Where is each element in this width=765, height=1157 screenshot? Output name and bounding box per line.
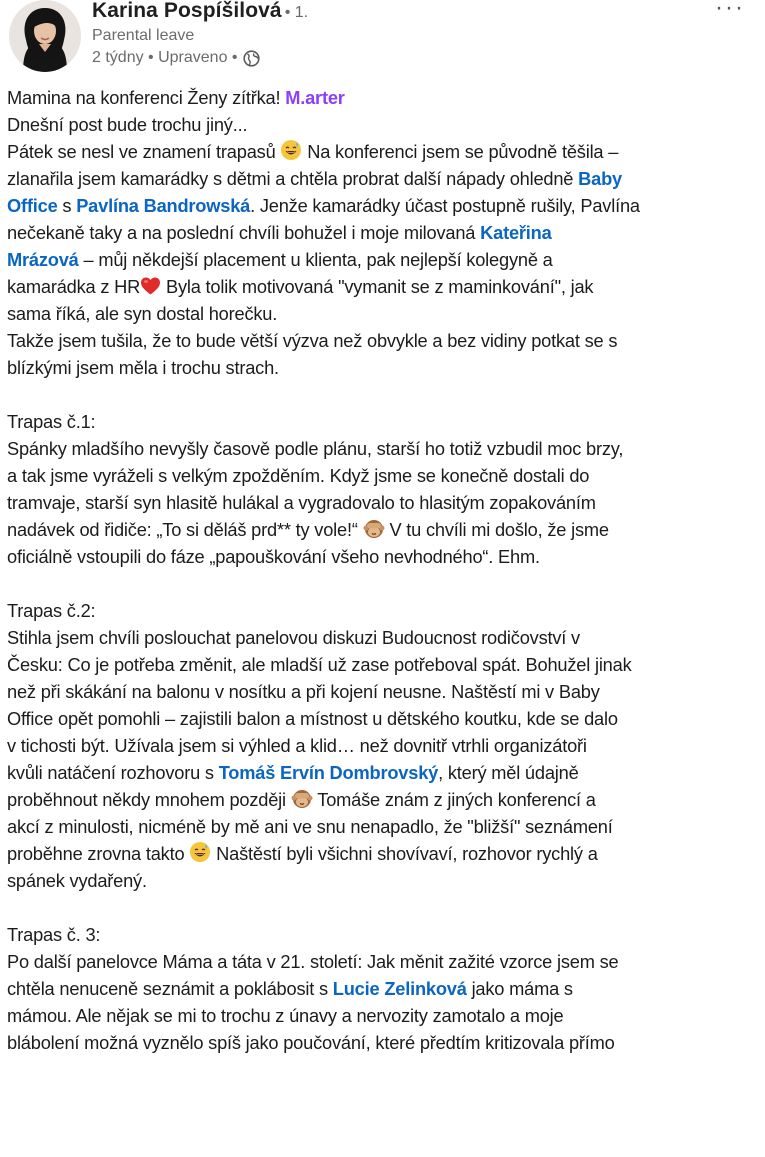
post-line — [7, 516, 759, 543]
post-line — [7, 1002, 759, 1029]
edited-label: • Upraveno • — [148, 49, 238, 66]
post-line — [7, 759, 759, 786]
post-line — [7, 705, 759, 732]
paragraph-gap — [7, 570, 759, 597]
text: V tu chvíli mi došlo, že jsme — [384, 519, 609, 540]
text: blábolení možná vyznělo spíš jako poučování, které předtím kritizovala přímo — [7, 1032, 615, 1053]
author-name-row — [92, 0, 308, 23]
post-time: 2 týdny — [92, 49, 144, 66]
mention-person[interactable]: Tomáš Ervín Dombrovský — [218, 762, 439, 783]
text: než při skákání na balonu v nosítku a při kojení neusne. Naštěstí mi v Baby — [7, 681, 600, 702]
post-line — [7, 192, 759, 219]
post-body — [7, 84, 759, 1056]
truncation-fade — [0, 1133, 765, 1157]
text: Tomáše znám z jiných konferencí a — [312, 789, 596, 810]
text: akcí z minulosti, nicméně by mě ani ve snu nenapadlo, že "bližší" seznámení — [7, 816, 613, 837]
text: Česku: Co je potřeba změnit, ale mladší už zase potřeboval spát. Bohužel jinak — [7, 654, 632, 675]
text: jako máma s — [466, 978, 573, 999]
text: s — [57, 195, 77, 216]
mention-person[interactable]: Lucie Zelinková — [332, 978, 467, 999]
text: Po další panelovce Máma a táta v 21. století: Jak měnit zažité vzorce jsem se — [7, 951, 619, 972]
text: nadávek od řidiče: „To si děláš prd** ty vole!“ — [7, 519, 363, 540]
avatar[interactable] — [9, 0, 81, 72]
post-line — [7, 543, 759, 570]
more-options-button[interactable]: ··· — [715, 0, 745, 21]
sweat-smile-emoji — [189, 841, 211, 870]
text: tramvaje, starší syn hlasitě hulákal a vygradovalo to hlasitým zopakováním — [7, 492, 596, 513]
section-heading — [7, 408, 759, 435]
text: Trapas č.1: — [7, 411, 96, 432]
text: chtěla nenuceně seznámit a poklábosit s — [7, 978, 333, 999]
post-line — [7, 786, 759, 813]
post-line — [7, 489, 759, 516]
red-heart-emoji — [140, 276, 161, 303]
text: Naštěstí byli všichni shovívaví, rozhovor rychlý a — [211, 843, 598, 864]
post-line — [7, 219, 759, 246]
section-heading — [7, 597, 759, 624]
see-no-evil-monkey-emoji — [291, 787, 313, 816]
text: Na konferenci jsem se původně těšila – — [302, 141, 619, 162]
text: Dnešní post bude trochu jiný... — [7, 114, 248, 135]
post-line — [7, 732, 759, 759]
text: zlanařila jsem kamarádky s dětmi a chtěla probrat další nápady ohledně — [7, 168, 579, 189]
text: Mamina na konferenci Ženy zítřka! — [7, 87, 286, 108]
mention-person[interactable]: Mrázová — [7, 249, 79, 270]
text: , který měl údajně — [438, 762, 579, 783]
post-line — [7, 300, 759, 327]
author-name[interactable]: Karina Pospíšilová — [92, 0, 282, 22]
text: mámou. Ale nějak se mi to trochu z únavy a nervozity zamotalo a moje — [7, 1005, 564, 1026]
post-line — [7, 165, 759, 192]
text: spánek vydařený. — [7, 870, 147, 891]
sweat-smile-emoji — [280, 139, 302, 168]
text: a tak jsme vyráželi s velkým zpožděním. Když jsme se konečně dostali do — [7, 465, 590, 486]
mention-company[interactable]: M.arter — [285, 87, 345, 108]
mention-person[interactable]: Kateřina — [480, 222, 552, 243]
post-line — [7, 462, 759, 489]
mention-baby-office[interactable]: Office — [7, 195, 58, 216]
post-line — [7, 867, 759, 894]
globe-icon — [243, 50, 260, 67]
text: nečekaně taky a na poslední chvíli bohužel i moje milovaná — [7, 222, 481, 243]
post-line — [7, 948, 759, 975]
text: – můj někdejší placement u klienta, pak nejlepší kolegyně a — [78, 249, 553, 270]
post-header — [0, 0, 765, 78]
text: blízkými jsem měla i trochu strach. — [7, 357, 279, 378]
text: kvůli natáčení rozhovoru s — [7, 762, 219, 783]
text: Spánky mladšího nevyšly časově podle plánu, starší ho totiž vzbudil moc brzy, — [7, 438, 624, 459]
post-line — [7, 246, 759, 273]
text: Stihla jsem chvíli poslouchat panelovou diskuzi Budoucnost rodičovství v — [7, 627, 580, 648]
post-line — [7, 840, 759, 867]
post-line — [7, 975, 759, 1002]
mention-person[interactable]: Pavlína Bandrowská — [76, 195, 251, 216]
section-heading — [7, 921, 759, 948]
post-line — [7, 651, 759, 678]
text: sama říká, ale syn dostal horečku. — [7, 303, 278, 324]
post-line — [7, 678, 759, 705]
text: proběhnout někdy mnohem později — [7, 789, 291, 810]
see-no-evil-monkey-emoji — [363, 517, 385, 546]
text: proběhne zrovna takto — [7, 843, 190, 864]
post-line — [7, 354, 759, 381]
connection-degree: • 1. — [284, 4, 309, 21]
text: Takže jsem tušila, že to bude větší výzva než obvykle a bez vidiny potkat se s — [7, 330, 618, 351]
post-line — [7, 1029, 759, 1056]
post-line — [7, 138, 759, 165]
text: Byla tolik motivovaná "vymanit se z maminkování", jak — [161, 276, 594, 297]
post-line — [7, 273, 759, 300]
text: Trapas č.2: — [7, 600, 96, 621]
post-line — [7, 327, 759, 354]
post-line — [7, 813, 759, 840]
paragraph-gap — [7, 381, 759, 408]
post-line — [7, 435, 759, 462]
mention-baby-office[interactable]: Baby — [578, 168, 622, 189]
paragraph-gap — [7, 894, 759, 921]
text: v tichosti být. Užívala jsem si výhled a klid… než dovnitř vtrhli organizátoři — [7, 735, 587, 756]
text: Pátek se nesl ve znamení trapasů — [7, 141, 281, 162]
post-meta — [92, 49, 260, 67]
post-line — [7, 624, 759, 651]
post-line — [7, 111, 759, 138]
author-headline: Parental leave — [92, 27, 195, 44]
text: Trapas č. 3: — [7, 924, 101, 945]
text: Office opět pomohli – zajistili balon a místnost u dětského koutku, kde se dalo — [7, 708, 618, 729]
text: . Jenže kamarádky účast postupně rušily, Pavlína — [250, 195, 640, 216]
text: kamarádka z HR — [7, 276, 141, 297]
post-line — [7, 84, 759, 111]
text: oficiálně vstoupili do fáze „papouškování všeho nevhodného“. Ehm. — [7, 546, 540, 567]
